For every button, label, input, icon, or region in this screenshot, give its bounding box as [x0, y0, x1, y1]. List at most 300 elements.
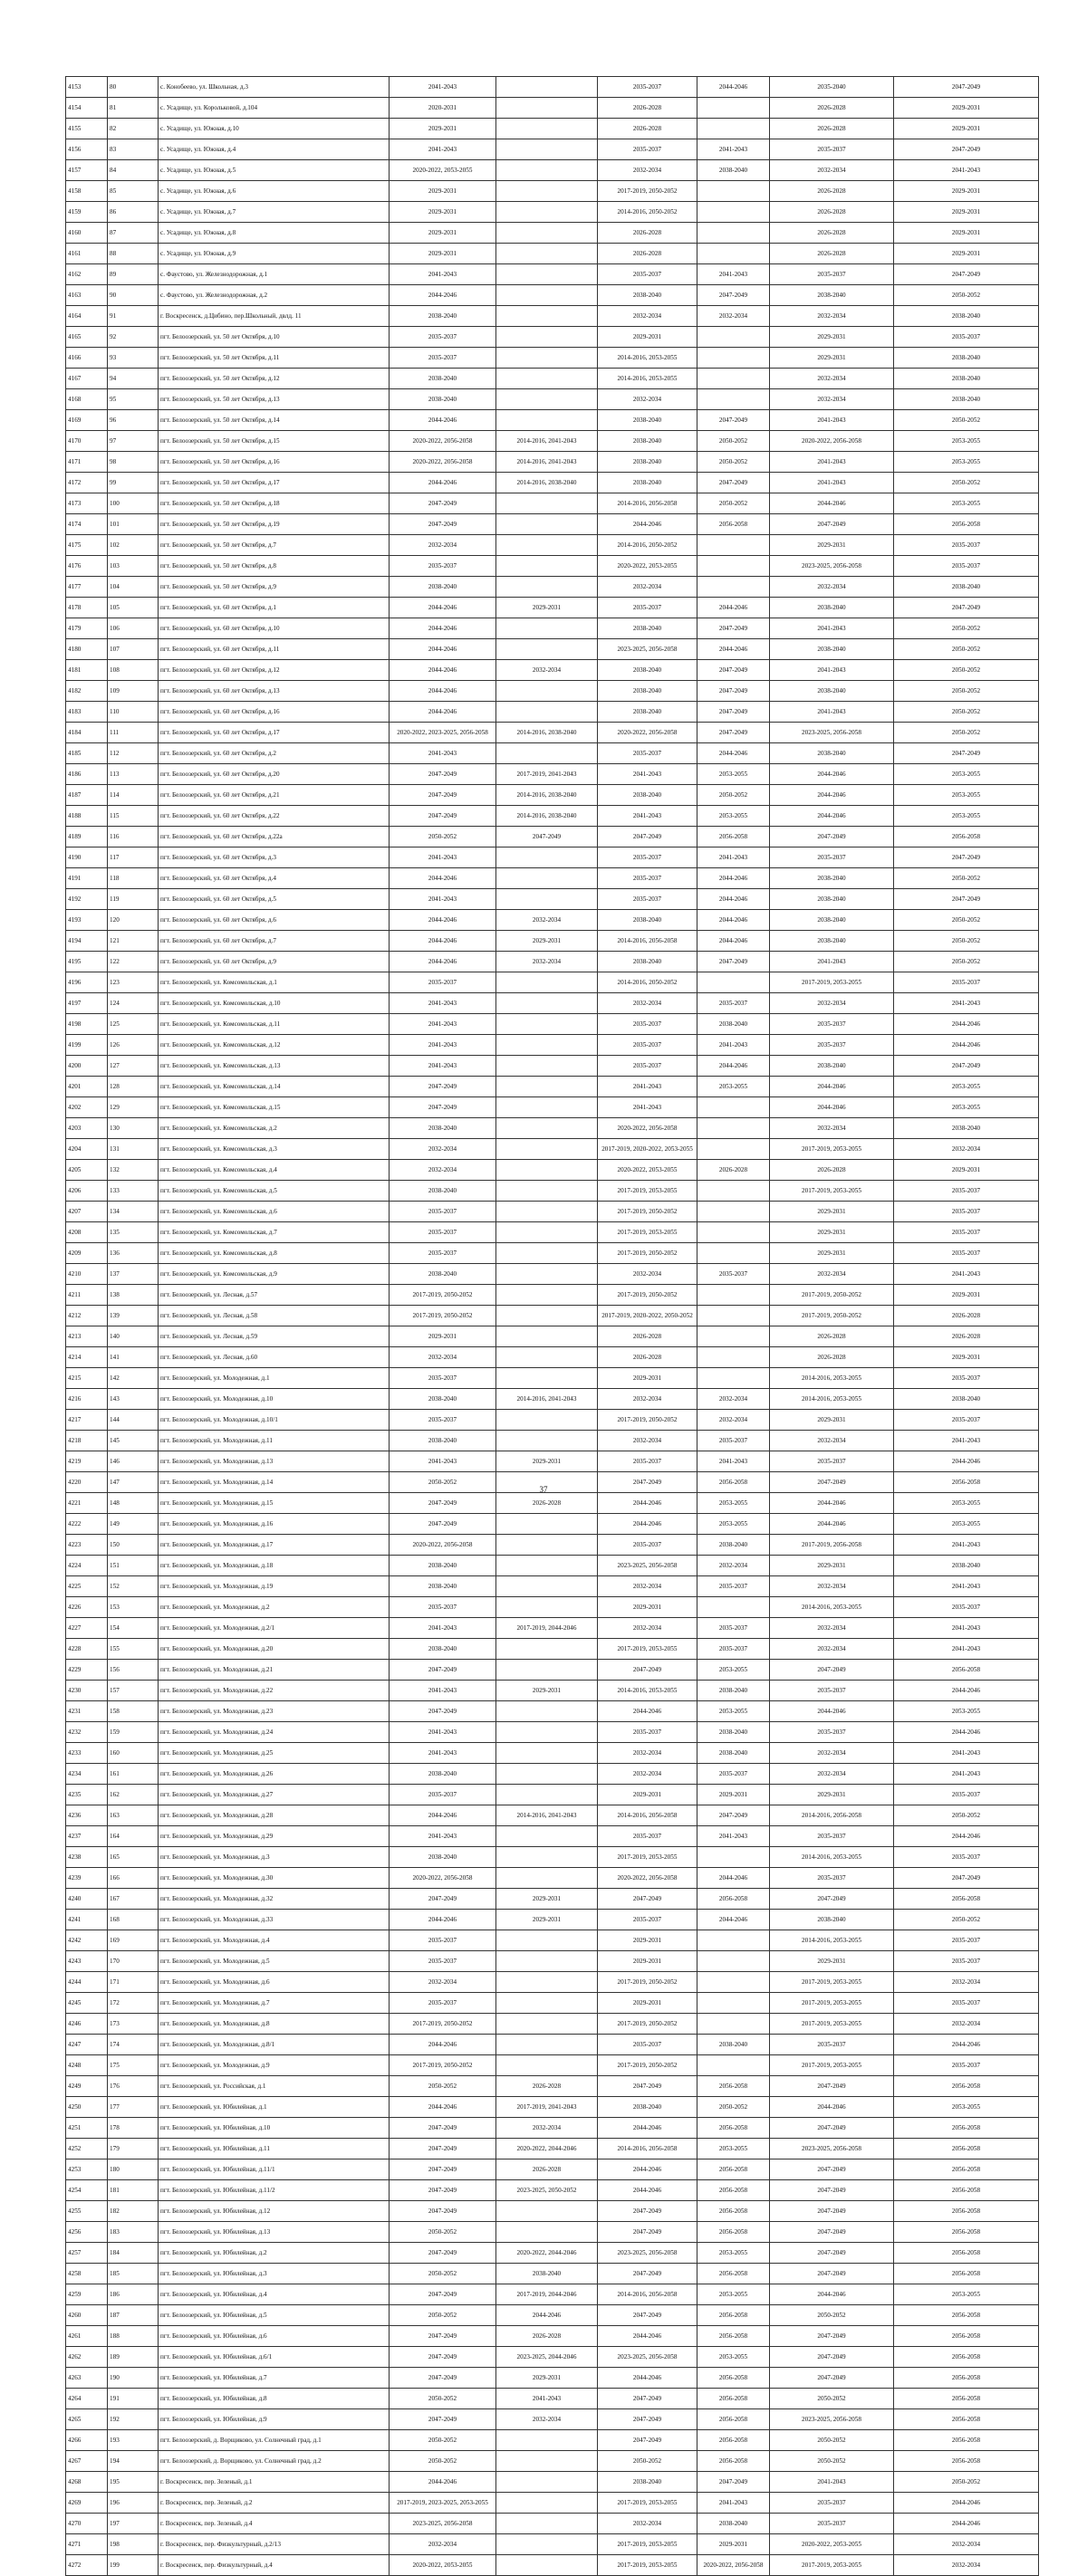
table-cell: 2044-2046: [697, 889, 770, 910]
table-cell: 2032-2034: [894, 1139, 1039, 1160]
table-cell: 2050-2052: [390, 2264, 496, 2284]
table-cell: 2017-2019, 2053-2055: [770, 1972, 894, 1993]
table-cell: 2023-2025, 2050-2052: [496, 2180, 598, 2201]
table-cell: пгт. Белоозерский, ул. Юбилейная, д.11/2: [159, 2180, 390, 2201]
table-cell: пгт. Белоозерский, ул. Молодежная, д.25: [159, 1743, 390, 1764]
table-cell: 2050-2052: [894, 910, 1039, 931]
table-cell: 2050-2052: [697, 785, 770, 806]
table-cell: 2035-2037: [894, 1410, 1039, 1431]
table-cell: [496, 264, 598, 285]
table-cell: 2047-2049: [390, 1660, 496, 1681]
table-cell: 2038-2040: [598, 952, 697, 972]
table-cell: 4205: [66, 1160, 108, 1181]
table-cell: [496, 1785, 598, 1805]
table-cell: 2020-2022, 2044-2046: [496, 2139, 598, 2159]
table-row: [66, 2409, 1039, 2430]
table-cell: 4163: [66, 285, 108, 306]
table-cell: [496, 181, 598, 202]
table-cell: 2050-2052: [770, 2451, 894, 2472]
table-cell: 4248: [66, 2055, 108, 2076]
table-cell: 2044-2046: [697, 1868, 770, 1889]
table-cell: 2053-2055: [894, 493, 1039, 514]
table-cell: [496, 847, 598, 868]
table-cell: 2035-2037: [390, 972, 496, 993]
table-row: [66, 910, 1039, 931]
table-cell: г. Воскресенск, д.Цибино, пер.Школьный, двлд. 11: [159, 306, 390, 327]
table-cell: 185: [108, 2264, 159, 2284]
table-cell: пгт. Белоозерский, ул. Юбилейная, д.7: [159, 2368, 390, 2389]
schedule-table: [65, 76, 1039, 2576]
table-cell: 2032-2034: [496, 910, 598, 931]
table-cell: 2035-2037: [598, 1910, 697, 1930]
table-cell: 2035-2037: [894, 1951, 1039, 1972]
table-cell: 2029-2031: [390, 119, 496, 139]
table-cell: 2014-2016, 2053-2055: [770, 1930, 894, 1951]
table-cell: 2044-2046: [697, 931, 770, 952]
table-cell: 4234: [66, 1764, 108, 1785]
table-cell: [697, 1847, 770, 1868]
table-cell: 4238: [66, 1847, 108, 1868]
table-row: [66, 1264, 1039, 1285]
table-cell: 2047-2049: [770, 2243, 894, 2264]
table-cell: 109: [108, 681, 159, 702]
table-cell: 4263: [66, 2368, 108, 2389]
table-cell: 2041-2043: [390, 1056, 496, 1077]
table-cell: [496, 1826, 598, 1847]
table-cell: 2017-2019, 2050-2052: [770, 1285, 894, 1306]
table-row: [66, 1431, 1039, 1451]
table-cell: 2047-2049: [496, 827, 598, 847]
table-cell: 2041-2043: [894, 1264, 1039, 1285]
table-cell: 2032-2034: [770, 1264, 894, 1285]
table-cell: пгт. Белоозерский, ул. Молодежная, д.26: [159, 1764, 390, 1785]
table-cell: пгт. Белоозерский, ул. Молодежная, д.22: [159, 1681, 390, 1701]
table-cell: 2047-2049: [770, 2222, 894, 2243]
table-row: [66, 223, 1039, 244]
table-row: [66, 2555, 1039, 2576]
table-cell: пгт. Белоозерский, ул. Молодежная, д.6: [159, 1972, 390, 1993]
table-cell: 105: [108, 598, 159, 618]
table-cell: 183: [108, 2222, 159, 2243]
table-cell: пгт. Белоозерский, ул. Комсомольская, д.8: [159, 1243, 390, 1264]
table-cell: 2050-2052: [598, 2451, 697, 2472]
table-cell: 4262: [66, 2347, 108, 2368]
table-cell: пгт. Белоозерский, ул. Юбилейная, д.1: [159, 2097, 390, 2118]
table-cell: 2044-2046: [390, 868, 496, 889]
table-cell: 2023-2025, 2044-2046: [496, 2347, 598, 2368]
table-cell: 2047-2049: [770, 2180, 894, 2201]
table-cell: 2023-2025, 2056-2058: [770, 723, 894, 743]
table-cell: [496, 2014, 598, 2035]
table-row: [66, 77, 1039, 98]
table-row: [66, 2389, 1039, 2409]
table-row: [66, 2159, 1039, 2180]
table-cell: [496, 1514, 598, 1535]
table-cell: 2044-2046: [770, 806, 894, 827]
table-cell: 184: [108, 2243, 159, 2264]
table-cell: 2047-2049: [894, 598, 1039, 618]
table-cell: 168: [108, 1910, 159, 1930]
table-cell: 2017-2019, 2053-2055: [770, 1139, 894, 1160]
table-cell: 2038-2040: [894, 1118, 1039, 1139]
table-cell: пгт. Белоозерский, ул. Юбилейная, д.6: [159, 2326, 390, 2347]
table-row: [66, 764, 1039, 785]
table-cell: 80: [108, 77, 159, 98]
table-cell: 2044-2046: [598, 2326, 697, 2347]
table-cell: 2017-2019, 2020-2022, 2050-2052: [598, 1306, 697, 1326]
table-cell: 2038-2040: [496, 2264, 598, 2284]
table-cell: 2038-2040: [894, 1556, 1039, 1576]
table-cell: 2029-2031: [598, 1951, 697, 1972]
table-cell: пгт. Белоозерский, ул. 50 лет Октября, д.8: [159, 556, 390, 577]
table-cell: 2035-2037: [598, 1535, 697, 1556]
table-cell: 4272: [66, 2555, 108, 2576]
table-cell: 2014-2016, 2038-2040: [496, 806, 598, 827]
table-cell: [697, 327, 770, 348]
table-cell: 2029-2031: [770, 327, 894, 348]
table-cell: 2038-2040: [598, 910, 697, 931]
table-cell: 2020-2022, 2044-2046: [496, 2243, 598, 2264]
table-row: [66, 1951, 1039, 1972]
table-row: [66, 577, 1039, 598]
table-cell: 2017-2019, 2050-2052: [598, 1285, 697, 1306]
table-cell: 94: [108, 369, 159, 389]
table-cell: 2056-2058: [697, 2430, 770, 2451]
table-cell: 2020-2022, 2053-2055: [598, 556, 697, 577]
table-cell: 2017-2019, 2053-2055: [770, 1993, 894, 2014]
table-cell: 2044-2046: [598, 514, 697, 535]
table-cell: [697, 1347, 770, 1368]
table-cell: 2035-2037: [697, 1639, 770, 1660]
table-cell: 2047-2049: [697, 285, 770, 306]
table-cell: 2041-2043: [598, 1077, 697, 1097]
schedule-table-container: [65, 76, 1038, 2576]
table-cell: 98: [108, 452, 159, 473]
table-row: [66, 2514, 1039, 2534]
table-cell: 2038-2040: [598, 618, 697, 639]
table-cell: г. Воскресенск, пер. Физкультурный, д.4: [159, 2555, 390, 2576]
table-cell: 174: [108, 2035, 159, 2055]
table-cell: пгт. Белоозерский, ул. 60 лет Октября, д.7: [159, 931, 390, 952]
table-cell: 2041-2043: [390, 743, 496, 764]
table-cell: пгт. Белоозерский, ул. Молодежная, д.8: [159, 2014, 390, 2035]
table-cell: 2044-2046: [770, 1077, 894, 1097]
table-cell: [697, 98, 770, 119]
table-cell: 2050-2052: [390, 1472, 496, 1493]
table-cell: 2041-2043: [697, 139, 770, 160]
table-cell: 2038-2040: [697, 1722, 770, 1743]
table-row: [66, 514, 1039, 535]
table-cell: [496, 1951, 598, 1972]
table-cell: 4166: [66, 348, 108, 369]
table-row: [66, 2014, 1039, 2035]
table-cell: 2047-2049: [390, 2409, 496, 2430]
table-cell: пгт. Белоозерский, ул. Молодежная, д.3: [159, 1847, 390, 1868]
table-cell: [697, 1930, 770, 1951]
table-cell: 2041-2043: [496, 2389, 598, 2409]
table-row: [66, 2264, 1039, 2284]
table-cell: 2035-2037: [894, 1785, 1039, 1805]
table-cell: 4212: [66, 1306, 108, 1326]
table-cell: 88: [108, 244, 159, 264]
table-cell: 2053-2055: [697, 2243, 770, 2264]
table-cell: [496, 1993, 598, 2014]
table-cell: 4155: [66, 119, 108, 139]
table-cell: 2029-2031: [894, 119, 1039, 139]
table-cell: 2038-2040: [598, 473, 697, 493]
table-row: [66, 2305, 1039, 2326]
table-cell: 2032-2034: [697, 306, 770, 327]
table-cell: 2047-2049: [697, 1805, 770, 1826]
table-cell: 2044-2046: [894, 1681, 1039, 1701]
table-cell: 2035-2037: [894, 1930, 1039, 1951]
table-cell: 95: [108, 389, 159, 410]
table-cell: [697, 1097, 770, 1118]
table-cell: пгт. Белоозерский, ул. 60 лет Октября, д.3: [159, 847, 390, 868]
table-cell: 4154: [66, 98, 108, 119]
table-row: [66, 431, 1039, 452]
table-cell: 2047-2049: [390, 2326, 496, 2347]
table-cell: 2056-2058: [894, 2389, 1039, 2409]
table-cell: с. Усадище, ул. Южная, д.9: [159, 244, 390, 264]
table-cell: 2035-2037: [598, 77, 697, 98]
table-cell: [496, 119, 598, 139]
table-cell: 2035-2037: [390, 1597, 496, 1618]
table-cell: [496, 1347, 598, 1368]
table-cell: [697, 369, 770, 389]
table-cell: 2035-2037: [598, 1056, 697, 1077]
table-cell: 2041-2043: [894, 1764, 1039, 1785]
table-cell: 2050-2052: [894, 702, 1039, 723]
table-row: [66, 556, 1039, 577]
table-cell: 4252: [66, 2139, 108, 2159]
table-cell: [496, 993, 598, 1014]
table-cell: [496, 1306, 598, 1326]
table-cell: 2056-2058: [894, 827, 1039, 847]
table-cell: пгт. Белоозерский, ул. Молодежная, д.27: [159, 1785, 390, 1805]
table-cell: 2050-2052: [390, 827, 496, 847]
table-cell: 2044-2046: [697, 868, 770, 889]
table-cell: [697, 181, 770, 202]
table-cell: 2035-2037: [894, 1368, 1039, 1389]
table-cell: 2056-2058: [697, 2201, 770, 2222]
table-cell: 106: [108, 618, 159, 639]
table-cell: 2035-2037: [390, 1222, 496, 1243]
table-cell: 2038-2040: [894, 577, 1039, 598]
table-cell: 2035-2037: [770, 1868, 894, 1889]
table-cell: 101: [108, 514, 159, 535]
table-cell: 4200: [66, 1056, 108, 1077]
table-row: [66, 1743, 1039, 1764]
table-cell: 2035-2040: [770, 77, 894, 98]
table-cell: 103: [108, 556, 159, 577]
table-cell: 2044-2046: [390, 931, 496, 952]
table-cell: пгт. Белоозерский, ул. Молодежная, д.20: [159, 1639, 390, 1660]
table-cell: 2056-2058: [697, 2305, 770, 2326]
table-cell: 2053-2055: [894, 1077, 1039, 1097]
table-cell: 2017-2019, 2044-2046: [496, 2284, 598, 2305]
table-cell: [496, 2035, 598, 2055]
table-cell: 2035-2037: [697, 1576, 770, 1597]
table-cell: 2056-2058: [894, 2139, 1039, 2159]
table-row: [66, 1805, 1039, 1826]
table-cell: 2020-2022, 2056-2058: [390, 431, 496, 452]
table-cell: 2056-2058: [894, 2347, 1039, 2368]
table-cell: 2047-2049: [598, 827, 697, 847]
table-cell: 2044-2046: [598, 2368, 697, 2389]
table-cell: 2047-2049: [770, 2076, 894, 2097]
table-cell: 2041-2043: [894, 1431, 1039, 1451]
table-cell: 2041-2043: [697, 1451, 770, 1472]
table-cell: 2029-2031: [496, 2368, 598, 2389]
table-cell: 192: [108, 2409, 159, 2430]
table-cell: пгт. Белоозерский, ул. Молодежная, д.2/1: [159, 1618, 390, 1639]
table-cell: 2047-2049: [390, 2201, 496, 2222]
table-row: [66, 1451, 1039, 1472]
table-cell: 111: [108, 723, 159, 743]
table-cell: 4265: [66, 2409, 108, 2430]
table-cell: [496, 2534, 598, 2555]
table-cell: 2017-2019, 2056-2058: [770, 1535, 894, 1556]
table-cell: 154: [108, 1618, 159, 1639]
table-cell: 171: [108, 1972, 159, 1993]
table-cell: 2026-2028: [598, 223, 697, 244]
table-cell: 2056-2058: [894, 2264, 1039, 2284]
table-cell: 2056-2058: [697, 2451, 770, 2472]
table-cell: 4224: [66, 1556, 108, 1576]
table-cell: 2017-2019, 2050-2052: [598, 1972, 697, 1993]
table-cell: [496, 369, 598, 389]
table-row: [66, 2493, 1039, 2514]
table-cell: 176: [108, 2076, 159, 2097]
table-row: [66, 327, 1039, 348]
table-cell: [496, 1743, 598, 1764]
table-cell: 157: [108, 1681, 159, 1701]
table-cell: 4249: [66, 2076, 108, 2097]
table-cell: 146: [108, 1451, 159, 1472]
table-row: [66, 181, 1039, 202]
table-cell: 2053-2055: [697, 1701, 770, 1722]
table-cell: пгт. Белоозерский, ул. Комсомольская, д.12: [159, 1035, 390, 1056]
table-row: [66, 1910, 1039, 1930]
table-row: [66, 244, 1039, 264]
table-cell: 2035-2037: [894, 327, 1039, 348]
table-cell: 139: [108, 1306, 159, 1326]
table-cell: пгт. Белоозерский, ул. Молодежная, д.17: [159, 1535, 390, 1556]
table-cell: 2041-2043: [697, 847, 770, 868]
table-cell: 2023-2025, 2056-2058: [390, 2514, 496, 2534]
table-cell: [697, 1326, 770, 1347]
table-cell: 4194: [66, 931, 108, 952]
table-cell: пгт. Белоозерский, ул. Комсомольская, д.10: [159, 993, 390, 1014]
table-cell: 4178: [66, 598, 108, 618]
table-cell: 2014-2016, 2056-2058: [598, 2139, 697, 2159]
table-cell: пгт. Белоозерский, ул. Молодежная, д.10: [159, 1389, 390, 1410]
table-cell: 142: [108, 1368, 159, 1389]
table-cell: 2053-2055: [697, 2347, 770, 2368]
table-cell: 2035-2037: [598, 2035, 697, 2055]
table-cell: пгт. Белоозерский, ул. Молодежная, д.2: [159, 1597, 390, 1618]
table-cell: 2032-2034: [598, 1576, 697, 1597]
table-cell: 2014-2016, 2053-2055: [598, 1681, 697, 1701]
table-cell: 2035-2037: [770, 1014, 894, 1035]
table-cell: 4171: [66, 452, 108, 473]
table-cell: 4206: [66, 1181, 108, 1202]
table-row: [66, 723, 1039, 743]
table-cell: 2047-2049: [894, 77, 1039, 98]
table-cell: 2035-2037: [770, 2493, 894, 2514]
table-cell: 2050-2052: [894, 952, 1039, 972]
table-row: [66, 264, 1039, 285]
table-cell: 2023-2025, 2056-2058: [770, 2139, 894, 2159]
table-row: [66, 1347, 1039, 1368]
table-cell: 2056-2058: [894, 1472, 1039, 1493]
table-cell: с. Конобеево, ул. Школьная, д.3: [159, 77, 390, 98]
table-cell: [697, 535, 770, 556]
table-row: [66, 889, 1039, 910]
table-cell: пгт. Белоозерский, ул. Молодежная, д.23: [159, 1701, 390, 1722]
table-cell: 2053-2055: [894, 785, 1039, 806]
table-cell: 2047-2049: [770, 2326, 894, 2347]
table-cell: 159: [108, 1722, 159, 1743]
table-cell: 2032-2034: [770, 993, 894, 1014]
table-cell: 2050-2052: [390, 2305, 496, 2326]
table-cell: 2032-2034: [598, 160, 697, 181]
table-cell: 2014-2016, 2053-2055: [770, 1368, 894, 1389]
table-cell: [496, 681, 598, 702]
table-row: [66, 847, 1039, 868]
table-cell: 2035-2037: [390, 1951, 496, 1972]
table-cell: пгт. Белоозерский, ул. 60 лет Октября, д.17: [159, 723, 390, 743]
table-cell: 4164: [66, 306, 108, 327]
table-cell: 2032-2034: [697, 1410, 770, 1431]
table-cell: 2038-2040: [894, 389, 1039, 410]
table-cell: 2026-2028: [598, 244, 697, 264]
table-row: [66, 535, 1039, 556]
table-cell: 2041-2043: [390, 1451, 496, 1472]
table-cell: 2017-2019, 2053-2055: [598, 2493, 697, 2514]
table-cell: 2035-2037: [894, 1181, 1039, 1202]
table-cell: 2044-2046: [770, 764, 894, 785]
table-cell: 2017-2019, 2053-2055: [598, 2555, 697, 2576]
table-cell: пгт. Белоозерский, ул. Молодежная, д.15: [159, 1493, 390, 1514]
table-cell: 2035-2037: [894, 1243, 1039, 1264]
table-cell: 4196: [66, 972, 108, 993]
table-cell: 82: [108, 119, 159, 139]
table-cell: 2044-2046: [496, 2305, 598, 2326]
table-cell: 4182: [66, 681, 108, 702]
table-cell: пгт. Белоозерский, ул. Российская, д.1: [159, 2076, 390, 2097]
table-cell: 2017-2019, 2050-2052: [390, 2055, 496, 2076]
table-row: [66, 452, 1039, 473]
table-cell: 2029-2031: [496, 1451, 598, 1472]
table-cell: 4242: [66, 1930, 108, 1951]
table-cell: 2053-2055: [894, 1493, 1039, 1514]
table-cell: пгт. Белоозерский, ул. Юбилейная, д.13: [159, 2222, 390, 2243]
table-cell: 4197: [66, 993, 108, 1014]
table-row: [66, 2097, 1039, 2118]
table-cell: 123: [108, 972, 159, 993]
table-cell: 2017-2019, 2053-2055: [770, 2055, 894, 2076]
table-cell: с. Усадище, ул. Корольковой, д.104: [159, 98, 390, 119]
table-row: [66, 1056, 1039, 1077]
table-cell: 2047-2049: [770, 2159, 894, 2180]
table-cell: 119: [108, 889, 159, 910]
table-cell: 2047-2049: [390, 2118, 496, 2139]
table-cell: 2029-2031: [390, 1326, 496, 1347]
table-cell: 2029-2031: [770, 535, 894, 556]
table-cell: 2029-2031: [390, 223, 496, 244]
